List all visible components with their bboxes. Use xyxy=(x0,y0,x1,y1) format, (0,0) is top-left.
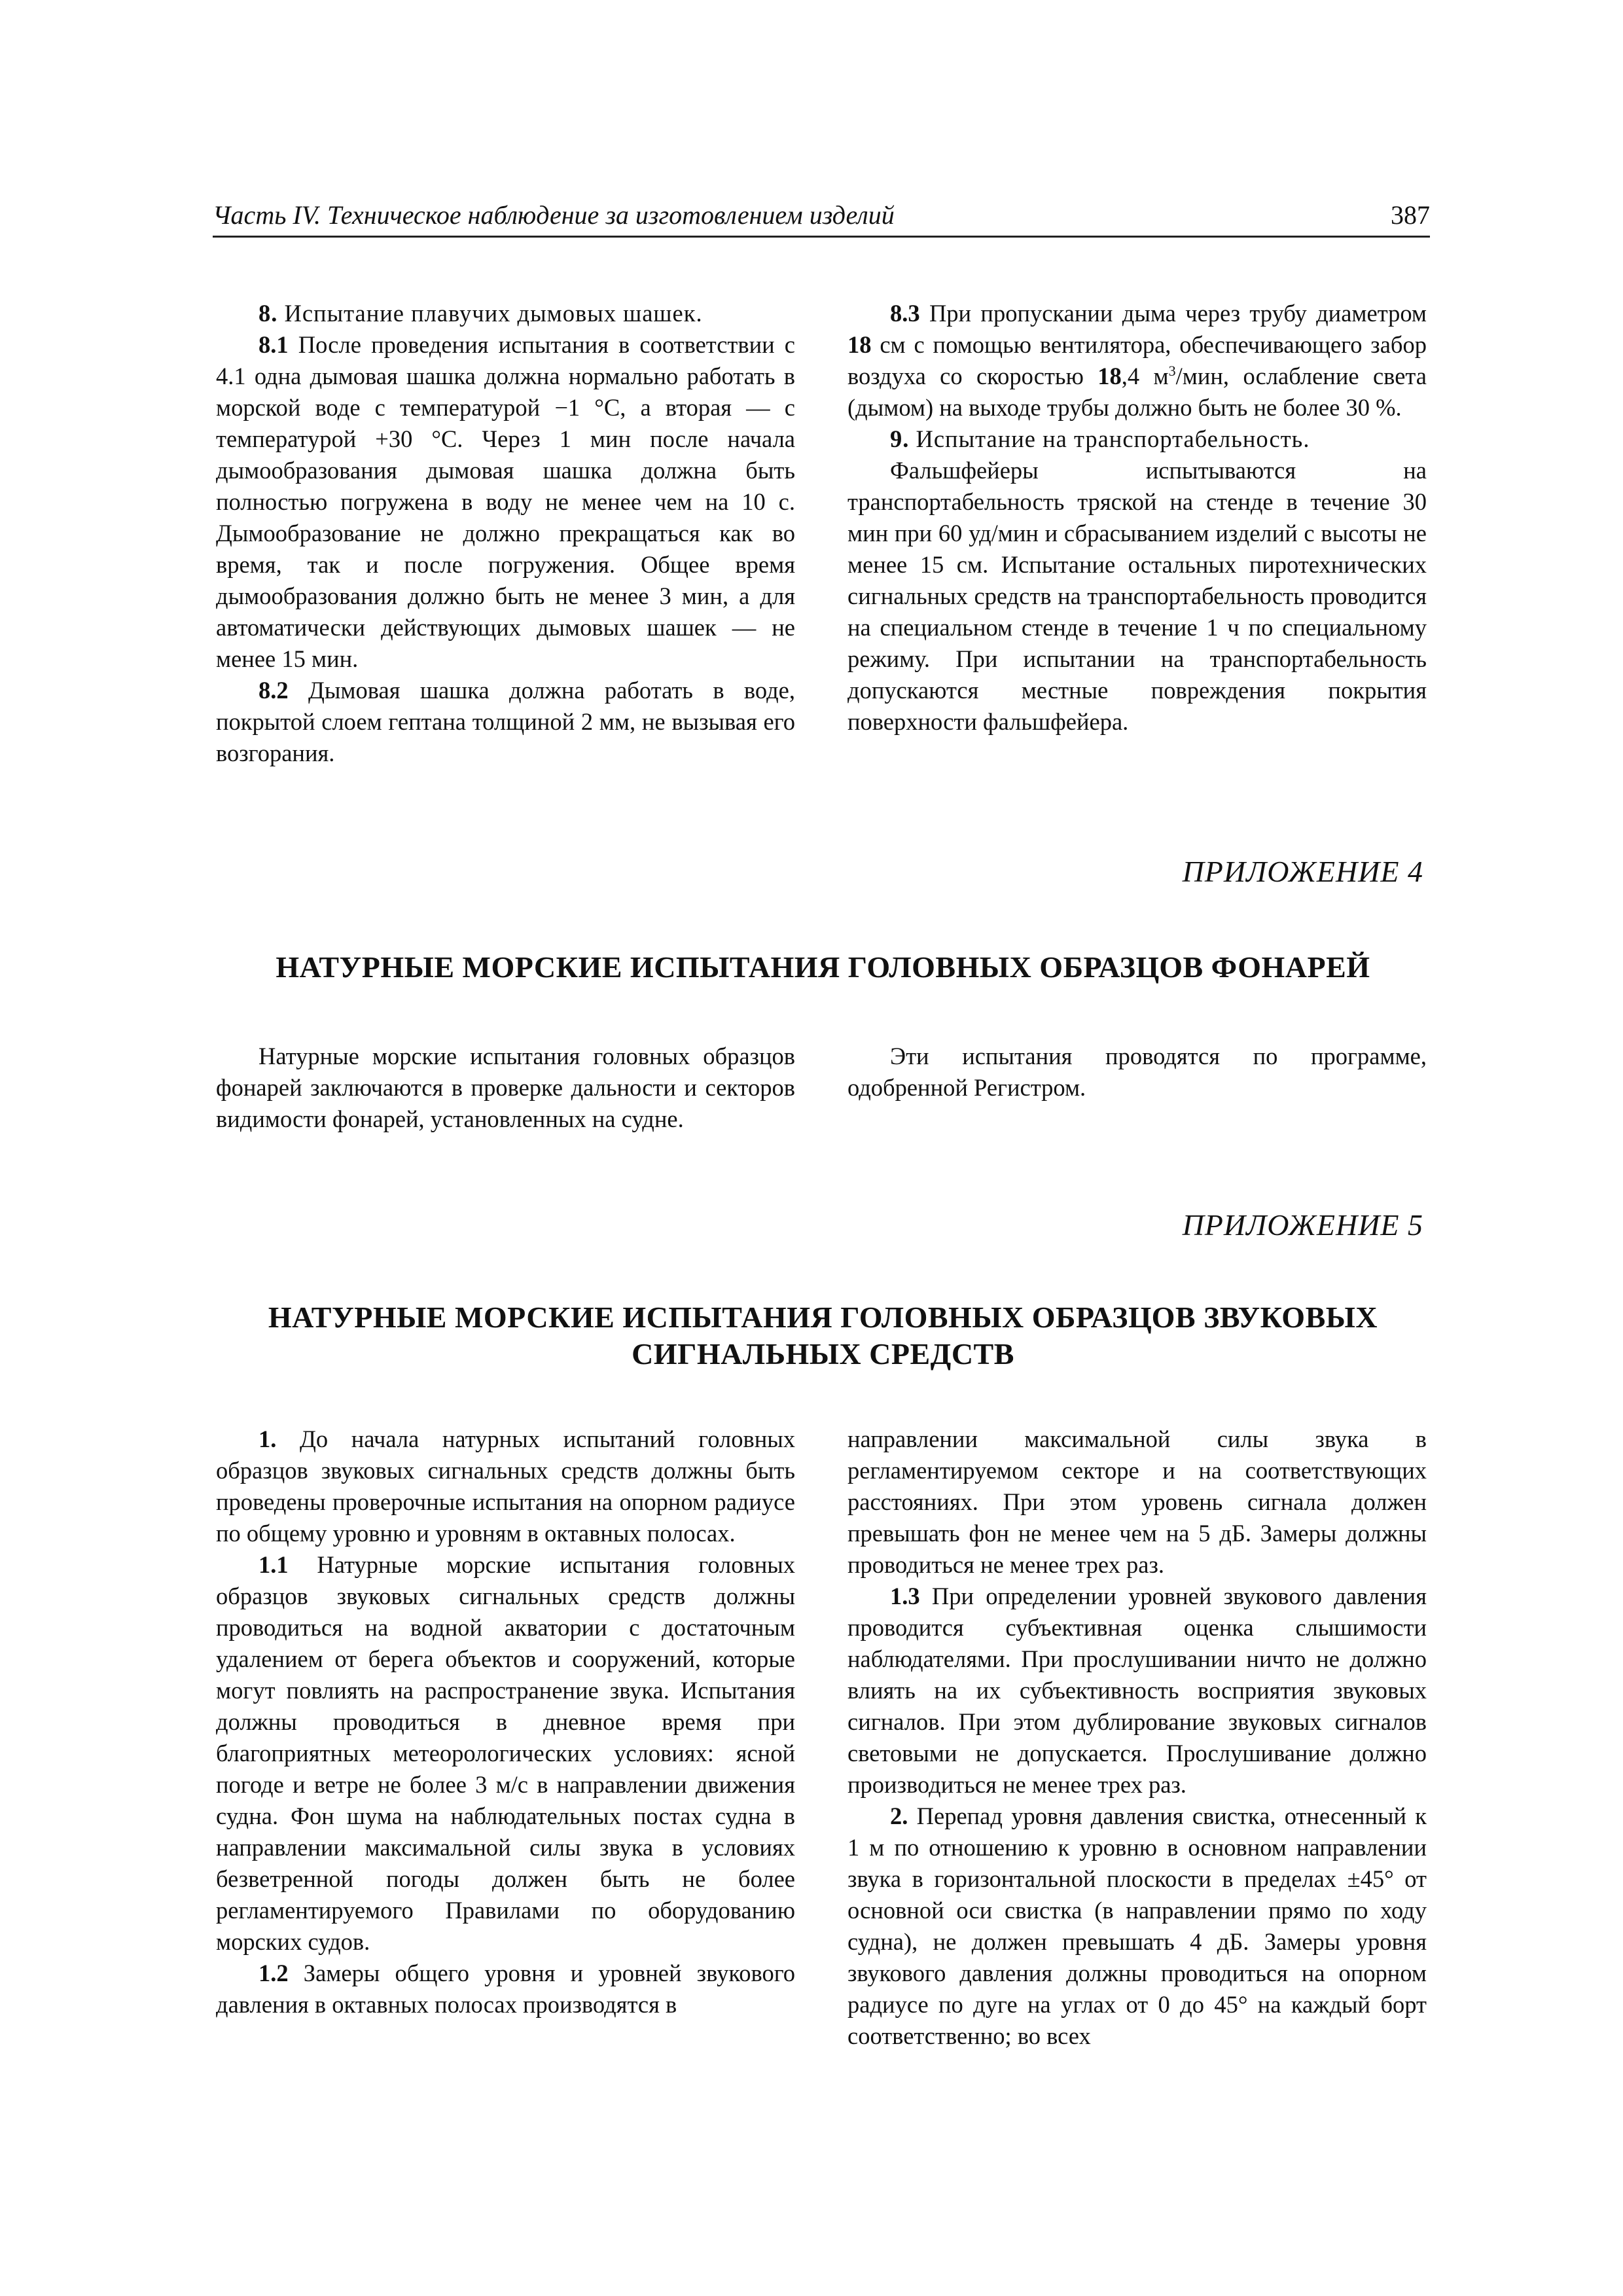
appendix-5-title xyxy=(216,1299,1430,1372)
appendix-4-left-column xyxy=(216,1041,795,1135)
running-header-title: Часть IV. Техническое наблюдение за изготовлением изделий xyxy=(213,200,895,230)
paragraph-1: 1. До начала натурных испытаний головных образцов звуковых сигнальных средств должны быть проведены проверочные испытания на опорном радиусе по общему уровню и уровням в октавных полосах. xyxy=(216,1426,795,1547)
appendix-5-left-column xyxy=(216,1424,795,2020)
paragraph-2: 2. Перепад уровня давления свистка, отнесенный к 1 м по отношению к уровню в основном направлении звука в горизонтальной плоскости в пределах ±45° от основной оси свистка (в направлении прямо по ходу судна), не должен превышать 4 дБ. Замеры уровня звукового давления должны проводиться на опорном радиусе по дуге на углах от 0 до 45° на каждый борт соответственно; во всех xyxy=(847,1803,1427,2049)
appendix-4-title: НАТУРНЫЕ МОРСКИЕ ИСПЫТАНИЯ ГОЛОВНЫХ ОБРАЗЦОВ ФОНАРЕЙ xyxy=(276,950,1370,984)
appendix-5-title-line-2: СИГНАЛЬНЫХ СРЕДСТВ xyxy=(632,1337,1014,1371)
appendix-5-right-column xyxy=(847,1424,1427,2052)
paragraph-8-1: 8.1 После проведения испытания в соответствии с 4.1 одна дымовая шашка должна нормально работать в морской воде с температурой −1 °С, а вторая — с температурой +30 °С. Через 1 мин после начала дымообразования дымовая шашка должна быть полностью погружена в воду не менее чем на 10 с. Дымообразование не должно прекращаться как во время, так и после погружения. Общее время дымообразования должно быть не менее 3 мин, а для автоматически действующих дымовых шашек — не менее 15 мин. xyxy=(216,331,795,672)
appendix-4-right-column xyxy=(847,1041,1427,1103)
section-9-column xyxy=(847,298,1427,738)
running-header xyxy=(213,200,1430,238)
section-8-heading: 8. Испытание плавучих дымовых шашек. xyxy=(259,300,703,327)
paragraph-1-1: 1.1 Натурные морские испытания головных образцов звуковых сигнальных средств должны проводиться на водной акватории с достаточным удалением от берега объектов и сооружений, которые могут повлиять на распространение звука. Испытания должны проводиться в дневное время при благоприятных метеорологических условиях: ясной погоде и ветре не более 3 м/с в направлении движения судна. Фон шума на наблюдательных постах судна в направлении максимальной силы звука в условиях безветренной погоды должен быть не более регламентируемого Правилами по оборудованию морских судов. xyxy=(216,1551,795,1955)
appendix-4-label: ПРИЛОЖЕНИЕ 4 xyxy=(1182,855,1423,888)
appendix-4-right-text: Эти испытания проводятся по программе, одобренной Регистром. xyxy=(847,1043,1427,1101)
paragraph-1-3: 1.3 При определении уровней звукового давления проводится субъективная оценка слышимости наблюдателями. При прослушивании ничто не должно влиять на их субъективность восприятия звуковых сигналов. При этом дублирование звуковых сигналов световыми не допускается. Прослушивание должно производиться не менее трех раз. xyxy=(847,1583,1427,1798)
section-8-column xyxy=(216,298,795,769)
paragraph-9: Фальшфейеры испытываются на транспортабельность тряской на стенде в течение 30 мин при 60 уд/мин и сбрасыванием изделий с высоты не менее 15 см. Испытание остальных пиротехнических сигнальных средств на транспортабельность проводится на специальном стенде в течение 1 ч по специальному режиму. При испытании на транспортабельность допускаются местные повреждения покрытия поверхности фальшфейера. xyxy=(847,457,1427,735)
section-9-heading: 9. Испытание на транспортабельность. xyxy=(890,425,1310,452)
paragraph-1-2: 1.2 Замеры общего уровня и уровней звукового давления в октавных полосах производятся в xyxy=(216,1960,796,2018)
appendix-5-label: ПРИЛОЖЕНИЕ 5 xyxy=(1182,1208,1423,1242)
paragraph-8-2: 8.2 Дымовая шашка должна работать в воде, покрытой слоем гептана толщиной 2 мм, не вызывая его возгорания. xyxy=(216,677,795,766)
page-number: 387 xyxy=(1391,200,1430,230)
appendix-5-title-line-1: НАТУРНЫЕ МОРСКИЕ ИСПЫТАНИЯ ГОЛОВНЫХ ОБРАЗЦОВ ЗВУКОВЫХ xyxy=(268,1300,1378,1334)
paragraph-1-2-continued: направлении максимальной силы звука в регламентируемом секторе и на соответствующих расстояниях. При этом уровень сигнала должен превышать фон не менее чем на 5 дБ. Замеры должны проводиться не менее трех раз. xyxy=(847,1426,1427,1578)
paragraph-8-3: 8.3 При пропускании дыма через трубу диаметром 18 см с помощью вентилятора, обеспечивающего забор воздуха со скоростью 18,4 $м^3$/мин, ослабление света (дымом) на выходе трубы должно быть не более 30 %. xyxy=(847,300,1427,421)
appendix-4-left-text: Натурные морские испытания головных образцов фонарей заключаются в проверке дальности и секторов видимости фонарей, установленных на судне. xyxy=(216,1043,795,1132)
